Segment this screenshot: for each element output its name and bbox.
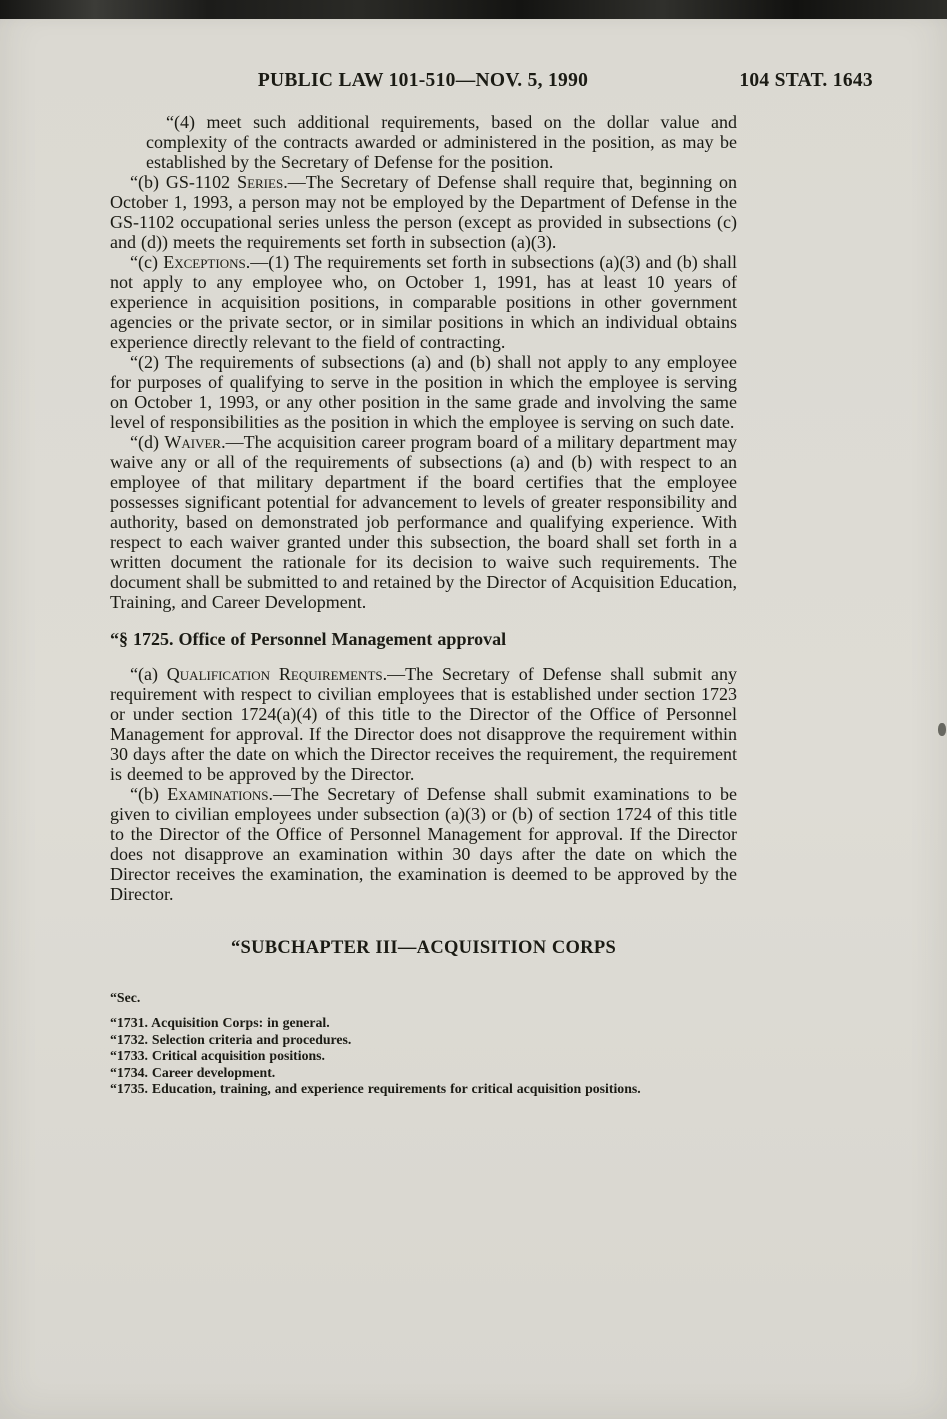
sec-list-item: “1735. Education, training, and experience requirements for critical acquisition positions. [110,1081,641,1096]
sec-list-item: “1733. Critical acquisition positions. [110,1048,325,1063]
text-run: “(a) [130,664,167,684]
text-run: .—The Secretary of Defense shall require that, beginning on October 1, 1993, a person may not be employed by the Department of Defense in the GS-1102 occupational series unless the person (except as provided in subsections (c) and (d)) meets the requirements set forth in subsection (a)(3). [110,172,737,252]
text-run: .—The Secretary of Defense shall submit examinations to be given to civilian employees under subsection (a)(3) or (b) of section 1724 of this title to the Director of the Office of Personnel Management for approval. If the Director does not disapprove an examination within 30 days after the date on which the Director receives the examination, the examination is deemed to be approved by the Director. [110,784,738,904]
sec-list-label: “Sec. [110,990,141,1005]
paragraph [110,784,737,904]
section-heading: “§ 1725. Office of Personnel Management approval [110,629,507,649]
stat-page-number: 104 STAT. 1643 [739,70,873,91]
text-run: .—The Secretary of Defense shall submit any requirement with respect to civilian employees that is established under section 1723 or under section 1724(a)(4) of this title to the Director of the Office of Personnel Management for approval. If the Director does not disapprove the requirement within 30 days after the date on which the Director receives the requirement, the requirement is deemed to be approved by the Director. [110,664,737,784]
scan-artifact-bar [0,0,947,19]
subchapter-heading: “SUBCHAPTER III—ACQUISITION CORPS [230,938,617,958]
text-run: “(b) [130,784,168,804]
body-text [110,112,737,1098]
text-run: Series [237,172,284,192]
text-run: “(4) meet such additional requirements, based on the dollar value and complexity of the contracts awarded or administered in the position, as may be established by the Secretary of Defense for the position. [146,112,737,172]
scan-speck [938,723,946,736]
paragraph [110,252,737,352]
text-run: “(d) [130,432,165,452]
paragraph [110,352,737,432]
paragraph [146,112,737,172]
sec-list-item: “1731. Acquisition Corps: in general. [110,1015,330,1030]
text-run: .—The acquisition career program board of a military department may waive any or all of the requirements of subsections (a) and (b) with respect to an employee of that military department if the board certifies that the employee possesses significant potential for advancement to levels of greater responsibility and authority, based on demonstrated job performance and qualifying experience. With respect to each waiver granted under this subsection, the board shall set forth in a written document the rationale for its decision to waive such requirements. The document shall be submitted to and retained by the Director of Acquisition Education, Training, and Career Development. [110,432,738,612]
page-header [0,70,947,96]
text-run: “(2) The requirements of subsections (a) and (b) shall not apply to any employee for purposes of qualifying to serve in the position in which the employee is serving on October 1, 1993, or any other position in the same grade and involving the same level of responsibilities as the position in which the employee is serving on such date. [110,352,737,432]
text-run: Waiver [164,432,222,452]
law-title: PUBLIC LAW 101-510—NOV. 5, 1990 [257,70,589,91]
text-run: .—(1) The requirements set forth in subsections (a)(3) and (b) shall not apply to any employee who, on October 1, 1991, has at least 10 years of experience in acquisition positions, in comparable positions in other government agencies or the private sector, or in similar positions in which an individual obtains experience directly relevant to the field of contracting. [110,252,738,352]
text-run: Exceptions [163,252,246,272]
text-run: “(b) GS-1102 [130,172,238,192]
text-run: “(c) [130,252,164,272]
paragraph [110,172,737,252]
sec-list-item: “1734. Career development. [110,1064,276,1080]
paragraph [110,664,737,784]
sec-list-item: “1732. Selection criteria and procedures. [110,1031,352,1047]
paragraph [110,432,737,612]
text-run: Examinations [167,784,269,804]
text-run: Qualification Requirements [166,664,383,684]
